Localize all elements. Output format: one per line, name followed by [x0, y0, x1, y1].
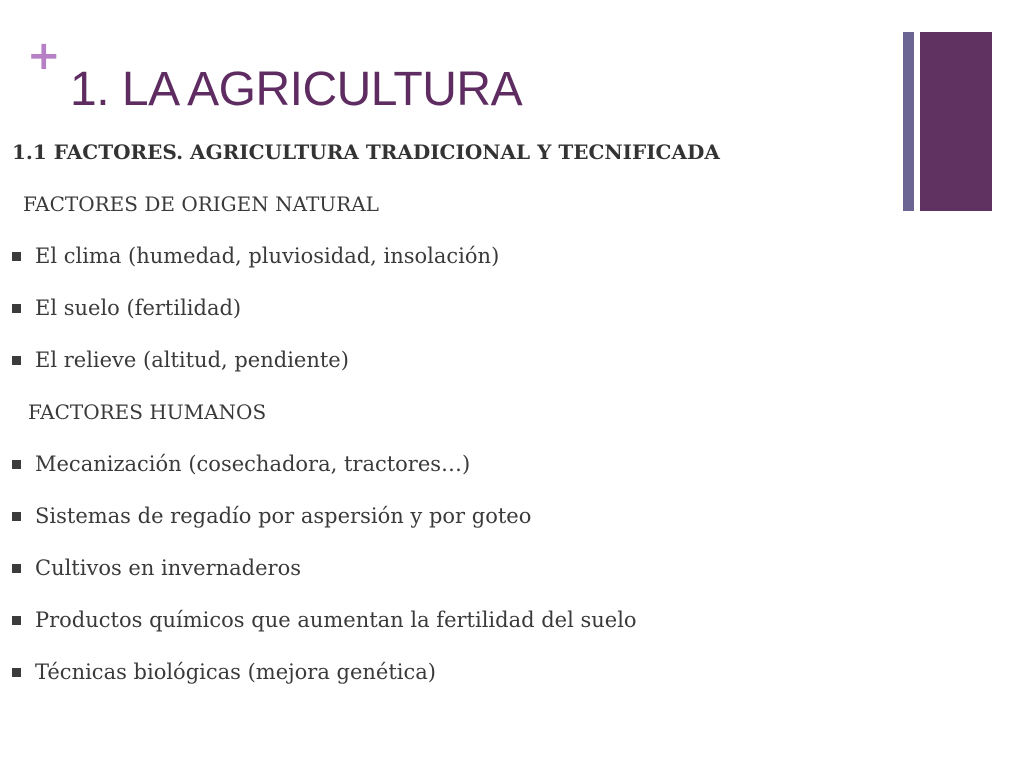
list-item-text: Mecanización (cosechadora, tractores…)	[35, 452, 471, 476]
square-bullet-icon	[12, 252, 21, 261]
list-item	[12, 502, 892, 554]
bullet-list-natural	[12, 242, 892, 398]
list-item	[12, 450, 892, 502]
square-bullet-icon	[12, 564, 21, 573]
group-heading-natural: FACTORES DE ORIGEN NATURAL	[23, 192, 379, 216]
list-item	[12, 658, 892, 710]
slide-title: 1. LA AGRICULTURA	[70, 63, 523, 116]
list-item-text: El clima (humedad, pluviosidad, insolación)	[35, 244, 500, 268]
list-item-text: El suelo (fertilidad)	[35, 296, 242, 320]
square-bullet-icon	[12, 616, 21, 625]
list-item	[12, 554, 892, 606]
decorative-bar-thin	[903, 32, 914, 211]
bullet-list-human	[12, 450, 892, 710]
square-bullet-icon	[12, 512, 21, 521]
list-item	[12, 346, 892, 398]
list-item	[12, 242, 892, 294]
plus-icon: +	[27, 33, 61, 79]
list-item	[12, 606, 892, 658]
slide-content	[12, 138, 892, 710]
list-item-text: Técnicas biológicas (mejora genética)	[35, 660, 436, 684]
list-item-text: El relieve (altitud, pendiente)	[35, 348, 349, 372]
list-item	[12, 294, 892, 346]
slide-subtitle: 1.1 FACTORES. AGRICULTURA TRADICIONAL Y TECNIFICADA	[12, 140, 720, 164]
decorative-bar-wide	[920, 32, 992, 211]
square-bullet-icon	[12, 668, 21, 677]
group-heading-human: FACTORES HUMANOS	[28, 400, 267, 424]
square-bullet-icon	[12, 304, 21, 313]
list-item-text: Productos químicos que aumentan la fertilidad del suelo	[35, 608, 637, 632]
square-bullet-icon	[12, 356, 21, 365]
list-item-text: Sistemas de regadío por aspersión y por goteo	[35, 504, 532, 528]
list-item-text: Cultivos en invernaderos	[35, 556, 301, 580]
square-bullet-icon	[12, 460, 21, 469]
